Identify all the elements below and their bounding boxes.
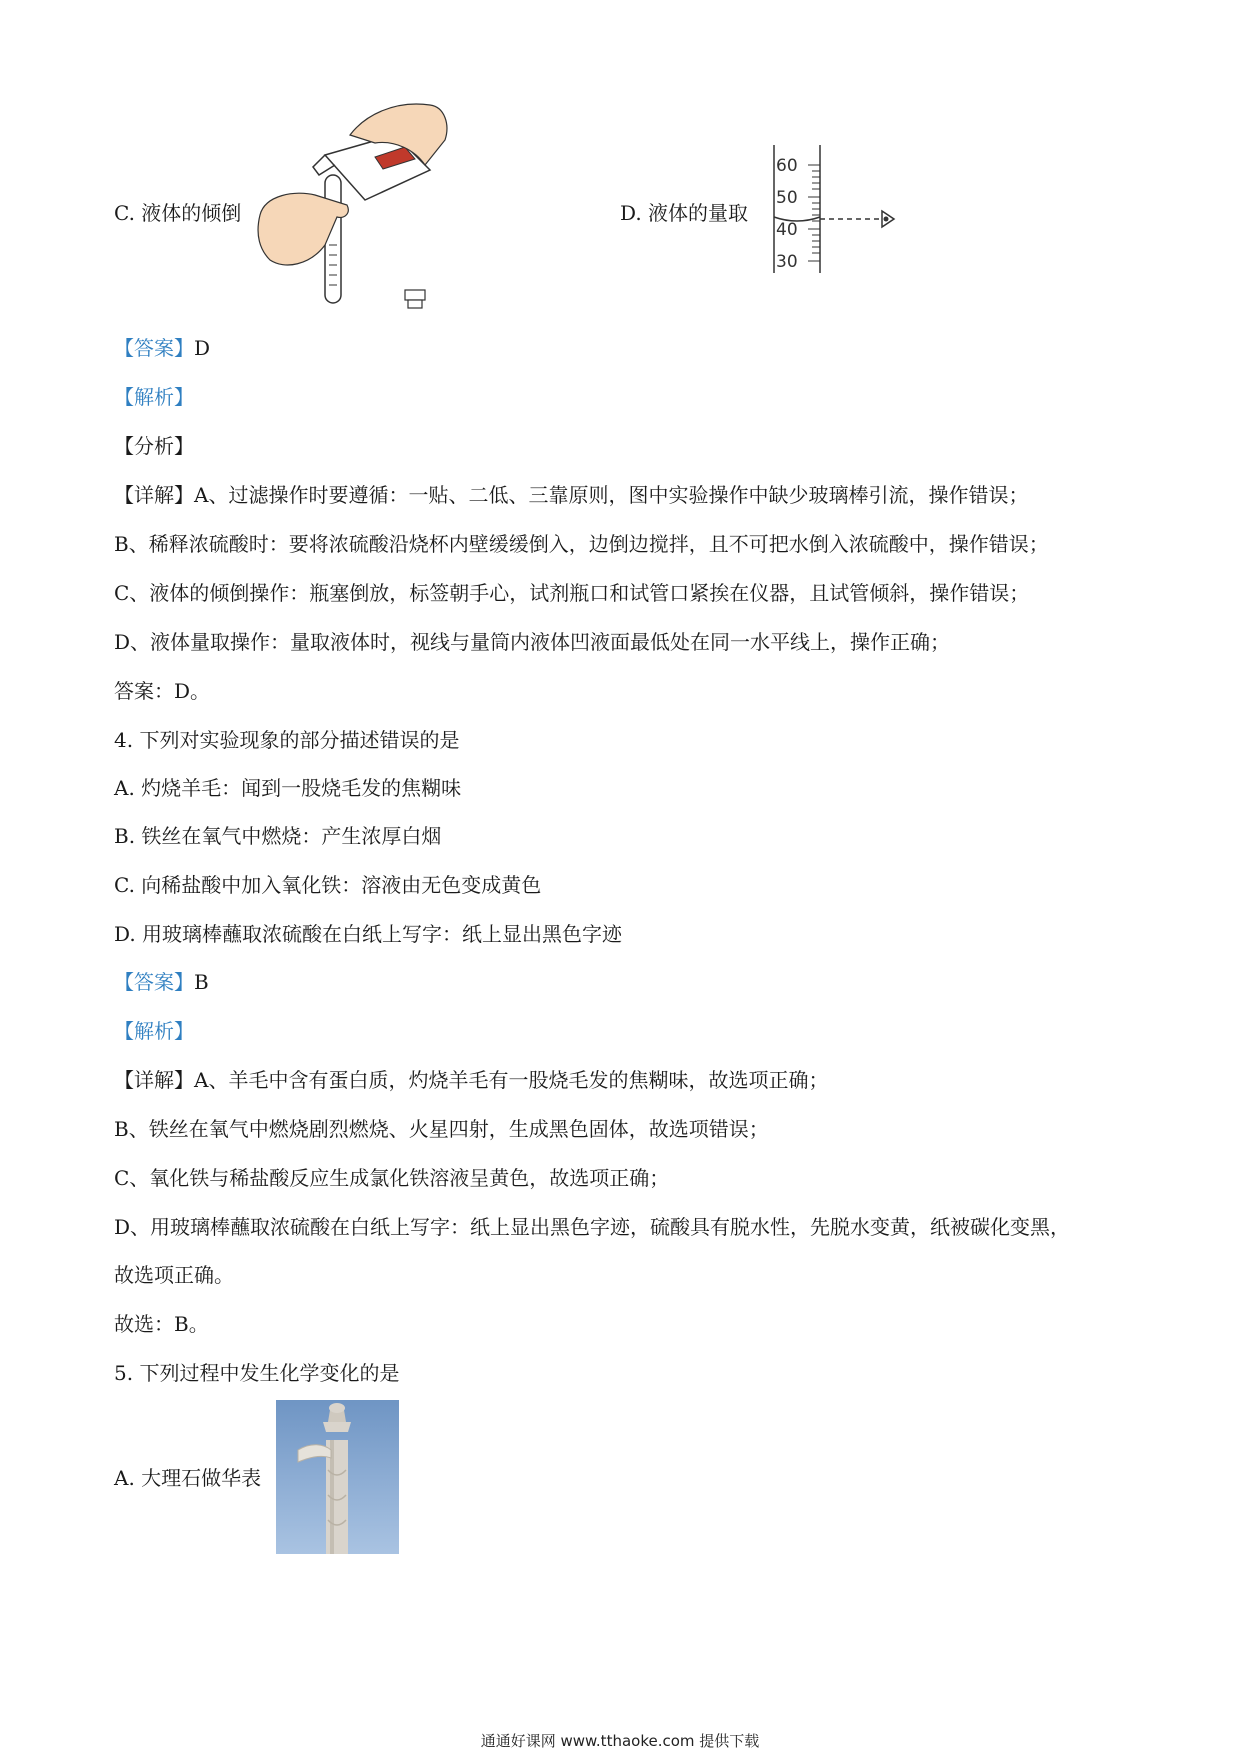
q4-option-c: C. 向稀盐酸中加入氧化铁：溶液由无色变成黄色	[114, 873, 542, 897]
q4-detail-c: C、氧化铁与稀盐酸反应生成氯化铁溶液呈黄色，故选项正确；	[114, 1166, 670, 1190]
q3-detail-b: B、稀释浓硫酸时：要将浓硫酸沿烧杯内壁缓缓倒入，边倒边搅拌，且不可把水倒入浓硫酸中，操作错误；	[114, 532, 1049, 556]
q3-option-c	[114, 197, 241, 226]
huabiao-photo	[276, 1400, 399, 1554]
q4-analysis-tag: 【解析】	[114, 1019, 194, 1043]
answer-tag: 【答案】	[114, 970, 194, 994]
q3-detail-c: C、液体的倾倒操作：瓶塞倒放，标签朝手心，试剂瓶口和试管口紧挨在仪器，且试管倾斜，操作错误；	[114, 581, 1030, 605]
q5-option-a: A. 大理石做华表	[114, 1466, 262, 1490]
q3-answer	[114, 336, 210, 360]
q4-option-a: A. 灼烧羊毛：闻到一股烧毛发的焦糊味	[114, 776, 462, 800]
q3-option-d	[620, 197, 748, 226]
q4-option-d: D. 用玻璃棒蘸取浓硫酸在白纸上写字：纸上显出黑色字迹	[114, 922, 623, 946]
q3-fenxi: 【分析】	[114, 434, 194, 458]
q4-answer	[114, 970, 209, 994]
q4-detail-b: B、铁丝在氧气中燃烧剧烈燃烧、火星四射，生成黑色固体，故选项错误；	[114, 1117, 769, 1141]
q3-detail-d: D、液体量取操作：量取液体时，视线与量筒内液体凹液面最低处在同一水平线上，操作正确；	[114, 630, 951, 654]
q4-conclusion: 故选：B。	[114, 1312, 209, 1336]
detail-a-text: A、羊毛中含有蛋白质，灼烧羊毛有一股烧毛发的焦糊味，故选项正确；	[194, 1068, 829, 1092]
page-footer: 通通好课网 www.tthaoke.com 提供下载	[480, 1732, 760, 1750]
answer-tag: 【答案】	[114, 336, 194, 360]
cylinder-tick-50: 50	[776, 188, 798, 208]
q3-detail-a	[114, 483, 1028, 507]
q3-conclusion: 答案：D。	[114, 679, 211, 703]
cylinder-tick-60: 60	[776, 156, 798, 176]
detail-a-text: A、过滤操作时要遵循：一贴、二低、三靠原则，图中实验操作中缺少玻璃棒引流，操作错误；	[194, 483, 1029, 507]
q4-detail-d2: 故选项正确。	[114, 1263, 234, 1287]
q5-stem: 5. 下列过程中发生化学变化的是	[114, 1361, 400, 1385]
liquid-pouring-illustration	[255, 95, 455, 315]
q3-option-c-label: C. 液体的倾倒	[114, 201, 242, 225]
q4-stem: 4. 下列对实验现象的部分描述错误的是	[114, 728, 460, 752]
cylinder-tick-30: 30	[776, 252, 798, 272]
answer-value: D	[194, 336, 211, 360]
q3-analysis-tag: 【解析】	[114, 385, 194, 409]
detail-tag: 【详解】	[114, 483, 194, 507]
detail-tag: 【详解】	[114, 1068, 194, 1092]
q4-detail-a	[114, 1068, 828, 1092]
q3-option-d-label: D. 液体的量取	[620, 201, 749, 225]
cylinder-tick-40: 40	[776, 220, 798, 240]
q4-option-b: B. 铁丝在氧气中燃烧：产生浓厚白烟	[114, 824, 442, 848]
answer-value: B	[194, 970, 209, 994]
q4-detail-d1: D、用玻璃棒蘸取浓硫酸在白纸上写字：纸上显出黑色字迹，硫酸具有脱水性，先脱水变黄，纸被碳化变黑，	[114, 1215, 1071, 1239]
measuring-cylinder-illustration	[770, 145, 910, 277]
